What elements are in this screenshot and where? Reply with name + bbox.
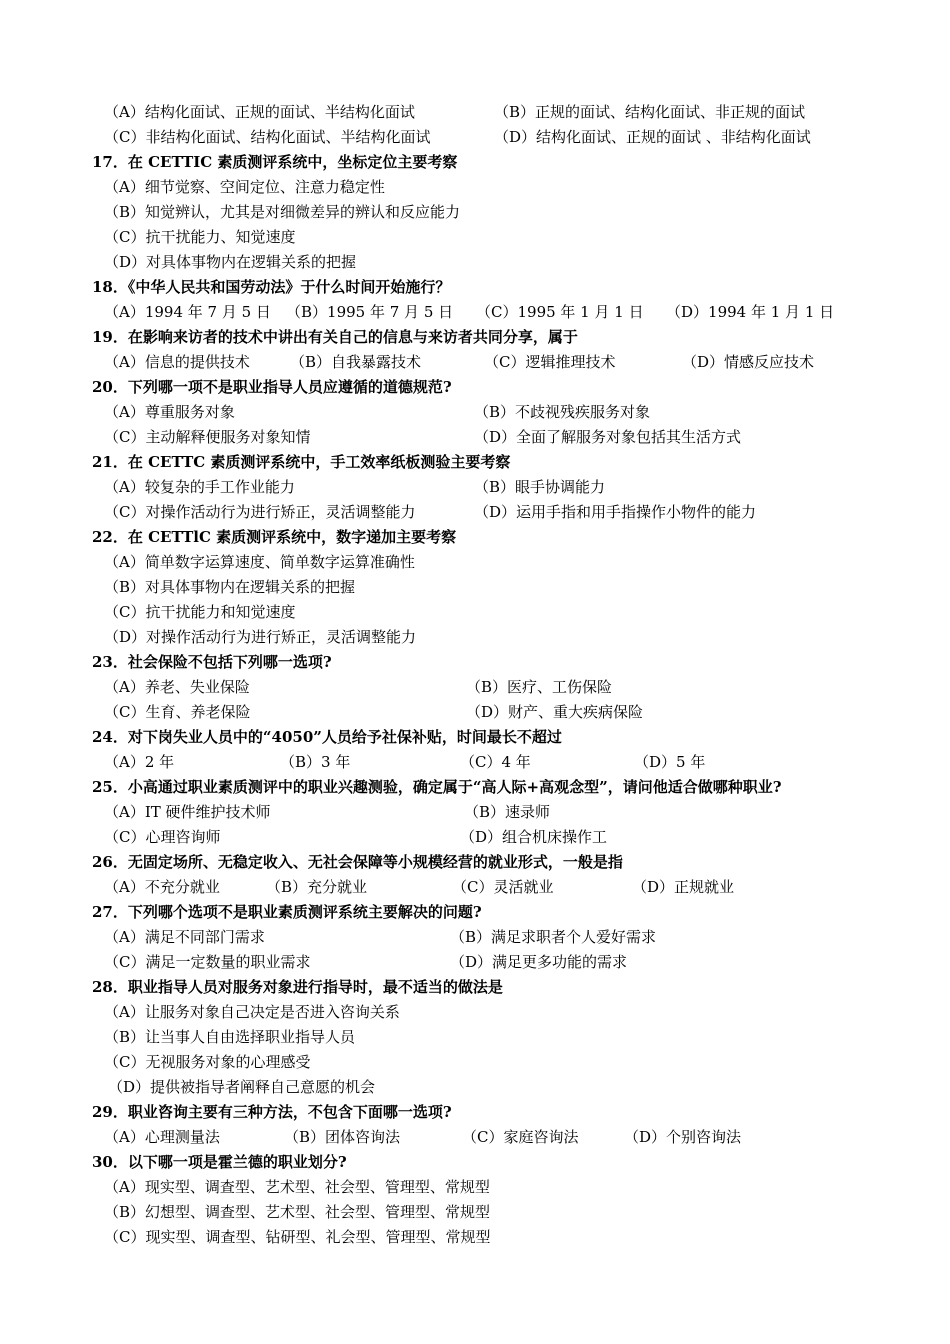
q29-option-d: （D）个别咨询法 [624, 1128, 742, 1146]
q27-option-d: （D）满足更多功能的需求 [450, 953, 628, 971]
q20-option-c: （C）主动解释便服务对象知情 [104, 428, 311, 446]
q20-option-a: （A）尊重服务对象 [104, 403, 235, 421]
q23-stem: 23．社会保险不包括下列哪一选项? [92, 653, 332, 671]
q21-stem: 21．在 CETTC 素质测评系统中，手工效率纸板测验主要考察 [92, 453, 511, 471]
q17-option-d: （D）对具体事物内在逻辑关系的把握 [104, 253, 357, 271]
q18-option-b: （B）1995 年 7 月 5 日 [286, 303, 454, 321]
q28-option-d: （D）提供被指导者阐释自己意愿的机会 [108, 1078, 376, 1096]
q27-option-b: （B）满足求职者个人爱好需求 [450, 928, 657, 946]
q19-stem: 19．在影响来访者的技术中讲出有关自己的信息与来访者共同分享，属于 [92, 328, 578, 346]
q20-option-b: （B）不歧视残疾服务对象 [474, 403, 651, 421]
q18-option-c: （C）1995 年 1 月 1 日 [476, 303, 644, 321]
q22-option-c: （C）抗干扰能力和知觉速度 [104, 603, 296, 621]
q19-option-b: （B）自我暴露技术 [290, 353, 422, 371]
q18-option-d: （D）1994 年 1 月 1 日 [666, 303, 835, 321]
q29-option-c: （C）家庭咨询法 [462, 1128, 579, 1146]
q28-option-c: （C）无视服务对象的心理感受 [104, 1053, 311, 1071]
q20-option-d: （D）全面了解服务对象包括其生活方式 [474, 428, 742, 446]
q26-option-b: （B）充分就业 [266, 878, 368, 896]
q28-option-a: （A）让服务对象自己决定是否进入咨询关系 [104, 1003, 400, 1021]
q25-option-b: （B）速录师 [464, 803, 551, 821]
q30-stem: 30．以下哪一项是霍兰德的职业划分? [92, 1153, 347, 1171]
q25-option-d: （D）组合机床操作工 [460, 828, 608, 846]
q21-option-c: （C）对操作活动行为进行矫正，灵活调整能力 [104, 503, 416, 521]
q16-option-c: （C）非结构化面试、结构化面试、半结构化面试 [104, 128, 431, 146]
q24-option-b: （B）3 年 [280, 753, 351, 771]
q24-stem: 24．对下岗失业人员中的“4050”人员给予社保补贴，时间最长不超过 [92, 728, 562, 746]
q27-option-c: （C）满足一定数量的职业需求 [104, 953, 311, 971]
q24-option-d: （D）5 年 [634, 753, 706, 771]
q24-option-a: （A）2 年 [104, 753, 175, 771]
q21-option-b: （B）眼手协调能力 [474, 478, 606, 496]
q20-stem: 20．下列哪一项不是职业指导人员应遵循的道德规范? [92, 378, 452, 396]
q22-option-d: （D）对操作活动行为进行矫正，灵活调整能力 [104, 628, 417, 646]
q23-option-b: （B）医疗、工伤保险 [466, 678, 613, 696]
q26-option-d: （D）正规就业 [632, 878, 735, 896]
q17-stem: 17．在 CETTIC 素质测评系统中，坐标定位主要考察 [92, 153, 458, 171]
q26-option-a: （A）不充分就业 [104, 878, 220, 896]
q22-option-b: （B）对具体事物内在逻辑关系的把握 [104, 578, 356, 596]
q16-option-d: （D）结构化面试、正规的面试 、非结构化面试 [494, 128, 811, 146]
q23-option-a: （A）养老、失业保险 [104, 678, 250, 696]
q30-option-b: （B）幻想型、调查型、艺术型、社会型、管理型、常规型 [104, 1203, 491, 1221]
q18-stem: 18．《中华人民共和国劳动法》于什么时间开始施行？ [92, 278, 451, 296]
q17-option-a: （A）细节觉察、空间定位、注意力稳定性 [104, 178, 385, 196]
q16-option-a: （A）结构化面试、正规的面试、半结构化面试 [104, 103, 415, 121]
q19-option-c: （C）逻辑推理技术 [484, 353, 616, 371]
q30-option-a: （A）现实型、调查型、艺术型、社会型、管理型、常规型 [104, 1178, 490, 1196]
q28-option-b: （B）让当事人自由选择职业指导人员 [104, 1028, 356, 1046]
q24-option-c: （C）4 年 [460, 753, 531, 771]
q30-option-c: （C）现实型、调查型、钻研型、礼会型、管理型、常规型 [104, 1228, 491, 1246]
q21-option-d: （D）运用手指和用手指操作小物件的能力 [474, 503, 757, 521]
q21-option-a: （A）较复杂的手工作业能力 [104, 478, 295, 496]
q29-stem: 29．职业咨询主要有三种方法，不包含下面哪一选项? [92, 1103, 452, 1121]
q27-option-a: （A）满足不同部门需求 [104, 928, 265, 946]
q26-stem: 26．无固定场所、无稳定收入、无社会保障等小规模经营的就业形式，一般是指 [92, 853, 623, 871]
q18-option-a: （A）1994 年 7 月 5 日 [104, 303, 271, 321]
q19-option-d: （D）情感反应技术 [682, 353, 815, 371]
q23-option-c: （C）生育、养老保险 [104, 703, 251, 721]
q25-option-a: （A）IT 硬件维护技术师 [104, 803, 271, 821]
q27-stem: 27．下列哪个选项不是职业素质测评系统主要解决的问题? [92, 903, 482, 921]
q17-option-b: （B）知觉辨认，尤其是对细微差异的辨认和反应能力 [104, 203, 461, 221]
q16-option-b: （B）正规的面试、结构化面试、非正规的面试 [494, 103, 806, 121]
q29-option-b: （B）团体咨询法 [284, 1128, 401, 1146]
q26-option-c: （C）灵活就业 [452, 878, 554, 896]
q25-stem: 25．小高通过职业素质测评中的职业兴趣测验，确定属于“高人际+高观念型”，请问他适合做哪种职业? [92, 778, 782, 796]
q19-option-a: （A）信息的提供技术 [104, 353, 250, 371]
q29-option-a: （A）心理测量法 [104, 1128, 220, 1146]
q17-option-c: （C）抗干扰能力、知觉速度 [104, 228, 296, 246]
q23-option-d: （D）财产、重大疾病保险 [466, 703, 644, 721]
q22-option-a: （A）简单数字运算速度、简单数字运算准确性 [104, 553, 415, 571]
q25-option-c: （C）心理咨询师 [104, 828, 221, 846]
q28-stem: 28．职业指导人员对服务对象进行指导时，最不适当的做法是 [92, 978, 503, 996]
q22-stem: 22．在 CETTlC 素质测评系统中，数字递加主要考察 [92, 528, 457, 546]
